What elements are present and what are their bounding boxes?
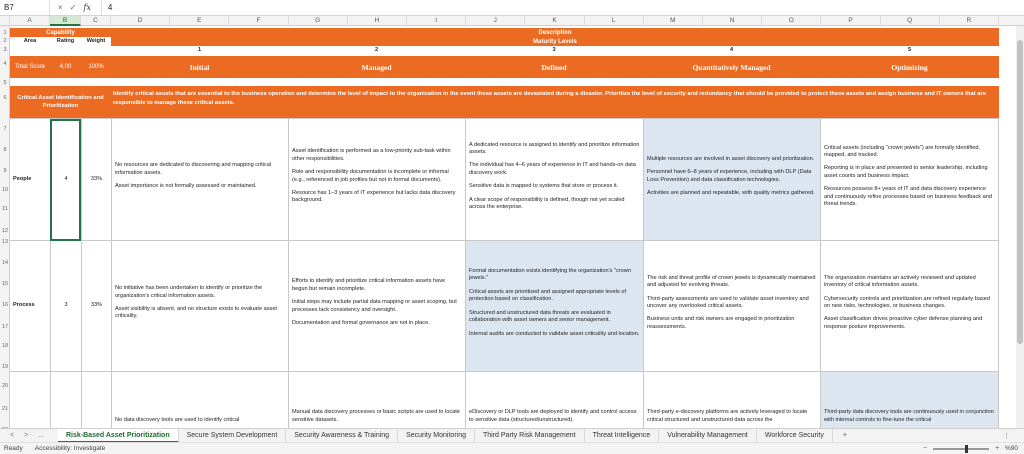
level-name-quantitatively-managed[interactable]: Quantitatively Managed <box>643 56 820 78</box>
capability-header[interactable]: Capability <box>10 28 111 37</box>
status-bar <box>0 442 1024 454</box>
maturity-description-cell[interactable] <box>289 241 465 371</box>
description-paragraph: eDiscovery or DLP tools are deployed to identify and control access to sensitive data (structured/unstructured). <box>469 409 637 423</box>
zoom-level[interactable]: %90 <box>1004 445 1018 452</box>
row-header[interactable]: 13 <box>1 239 9 246</box>
zoom-out-icon[interactable]: − <box>923 445 928 452</box>
maturity-description-cell[interactable] <box>821 119 998 240</box>
row-header[interactable]: 21 <box>1 406 9 413</box>
description-paragraph: Internal audits are conducted to validate asset criticality and location. <box>469 330 640 337</box>
maturity-description-cell[interactable] <box>644 372 820 428</box>
description-paragraph: Asset importance is not formally assessed or maintained. <box>115 183 257 190</box>
row-header[interactable]: 1 <box>3 29 7 36</box>
description-paragraph: The individual has 4–6 years of experience in IT and hands-on data discovery work. <box>469 162 636 176</box>
zoom-slider[interactable] <box>933 448 989 450</box>
maturity-description-cell[interactable] <box>289 119 465 240</box>
description-paragraph: The organization maintains an actively reviewed and updated inventory of critical information assets. <box>824 274 976 289</box>
area-cell[interactable]: Process <box>13 302 35 309</box>
row-header[interactable]: 17 <box>1 323 9 330</box>
total-score-value[interactable]: 4,00 <box>50 56 81 78</box>
column-header[interactable]: R <box>940 16 999 26</box>
active-cell-selection[interactable] <box>50 119 81 241</box>
row-header[interactable]: 5 <box>3 79 7 86</box>
maturity-description-cell[interactable] <box>821 241 998 371</box>
enter-icon[interactable]: ✓ <box>69 3 77 12</box>
description-paragraph: Initial steps may include partial data mapping or asset scoping, but processes lack consistency and oversight. <box>292 299 457 313</box>
tab-more-icon[interactable]: ... <box>38 432 45 439</box>
total-score-label[interactable]: Total Score <box>10 56 50 78</box>
weight-cell[interactable]: 33% <box>90 302 103 309</box>
description-paragraph: Critical assets (including "crown jewels") are formally identified, mapped, and tracked. <box>824 144 980 158</box>
row-headers <box>0 26 10 428</box>
column-header[interactable]: Q <box>881 16 940 26</box>
description-paragraph: Sensitive data is mapped to systems that store or process it. <box>469 183 619 190</box>
column-header[interactable]: J <box>466 16 525 26</box>
description-paragraph: Role and responsibility documentation is incomplete or informal (e.g., referenced in job profiles but not in formal documents). <box>292 169 449 183</box>
description-paragraph: Documentation and formal governance are not in place. <box>292 320 430 327</box>
description-paragraph: Third-party assessments are used to validate asset inventory and uncover any overlooked critical assets. <box>647 295 809 309</box>
description-paragraph: Reporting is in place and presented to senior leadership, including asset counts and business impact. <box>824 165 988 179</box>
description-paragraph: Third-party data discovery tools are continuously used in conjunction with internal controls to fine-tune the critical <box>824 409 994 423</box>
worksheet[interactable] <box>10 26 1016 428</box>
row-header[interactable]: 8 <box>3 146 7 153</box>
add-sheet-icon[interactable]: + <box>842 432 847 439</box>
area-cell[interactable] <box>11 372 50 428</box>
column-header[interactable]: K <box>525 16 584 26</box>
row-header[interactable]: 2 <box>3 38 7 45</box>
total-weight-value[interactable]: 100% <box>81 56 111 78</box>
description-paragraph: Resource has 1–3 years of IT experience but lacks data discovery background. <box>292 189 456 204</box>
description-paragraph: A dedicated resource is assigned to identify and prioritize information assets. <box>469 141 640 155</box>
row-header[interactable]: 11 <box>2 206 8 213</box>
row-header[interactable]: 10 <box>1 187 9 194</box>
column-header[interactable]: G <box>289 16 348 26</box>
level-number[interactable]: 2 <box>374 47 379 54</box>
description-paragraph: Asset visibility is absent, and no structure exists to evaluate asset criticality. <box>115 306 277 320</box>
function-icon[interactable]: fx <box>83 3 91 12</box>
maturity-description-cell[interactable] <box>466 119 643 240</box>
section-description[interactable]: Identify critical assets that are essential to the business operation and determine the level of impact to the organization in the event these assets are devastated during a disaster. Prioritize the level of security and redundancy that should be provided to protect these assets and assign business and IT owners that are responsible to manage these critical assets. <box>111 86 999 118</box>
sheet-tab[interactable]: Workforce Security <box>757 429 833 443</box>
level-number[interactable]: 4 <box>729 47 734 54</box>
row-header[interactable]: 16 <box>1 302 9 309</box>
description-paragraph: Business units and risk owners are engaged in prioritization reassessments. <box>647 316 795 330</box>
column-header[interactable]: B <box>50 16 81 26</box>
description-paragraph: Formal documentation exists identifying the organization's "crown jewels." <box>469 268 631 282</box>
level-name-optimizing[interactable]: Optimizing <box>820 56 999 78</box>
description-paragraph: Cybersecurity controls and prioritization are refined regularly based on new risks, technologies, or business changes. <box>824 295 991 309</box>
rating-cell[interactable]: 4 <box>64 175 68 182</box>
maturity-description-cell[interactable] <box>112 372 288 428</box>
description-paragraph: The risk and threat profile of crown jewels is dynamically maintained and adjusted for evolving threats. <box>647 274 816 289</box>
more-options-icon[interactable]: ⋮ <box>1003 432 1010 440</box>
accessibility-status[interactable]: Accessibility: Investigate <box>34 445 106 452</box>
weight-cell[interactable]: 33% <box>90 175 103 182</box>
column-header[interactable]: D <box>111 16 170 26</box>
formula-input[interactable]: 4 <box>107 3 113 12</box>
row-header[interactable]: 9 <box>3 168 7 175</box>
name-box[interactable]: B7 <box>0 1 50 15</box>
maturity-description-cell[interactable] <box>466 241 643 371</box>
row-header[interactable]: 18 <box>1 342 9 349</box>
level-number[interactable]: 1 <box>197 47 202 54</box>
rating-header[interactable]: Rating <box>56 37 75 44</box>
sheet-tab[interactable]: Third Party Risk Management <box>475 429 585 443</box>
column-header[interactable]: A <box>10 16 50 26</box>
scrollbar-thumb[interactable] <box>1017 40 1023 344</box>
maturity-levels-header[interactable]: Maturity Levels <box>111 37 999 46</box>
row-header[interactable]: 20 <box>1 383 9 390</box>
column-headers <box>0 16 1024 26</box>
weight-cell[interactable] <box>82 372 111 428</box>
section-title[interactable]: Critical Asset Identification and Prioritization <box>10 86 111 118</box>
description-paragraph: Structured and unstructured data threats are evaluated in collaboration with asset owners and senior management. <box>469 309 611 324</box>
sheet-tab[interactable]: Security Awareness & Training <box>286 429 398 443</box>
description-paragraph: Activities are planned and repeatable, with quality metrics gathered. <box>647 189 815 196</box>
row-header[interactable]: 19 <box>1 363 9 370</box>
status-ready: Ready <box>4 445 23 452</box>
description-paragraph: Asset classification drives proactive cyber defense planning and response posture improvements. <box>824 316 983 330</box>
description-paragraph: Efforts to identify and prioritize critical information assets have begun but remain incomplete. <box>292 278 446 292</box>
zoom-control[interactable] <box>923 445 1018 452</box>
description-paragraph: A clear scope of responsibility is defined, though not yet scaled across the enterprise. <box>469 196 625 211</box>
column-header[interactable]: P <box>821 16 880 26</box>
column-header[interactable]: I <box>407 16 466 26</box>
row-header[interactable]: 7 <box>3 125 7 132</box>
sheet-tab[interactable]: Secure System Development <box>179 429 287 443</box>
description-paragraph: No data discovery tools are used to identify critical <box>115 416 240 423</box>
description-paragraph: No resources are dedicated to discovering and mapping critical information assets. <box>115 162 272 176</box>
level-number[interactable]: 5 <box>907 47 912 54</box>
weight-header[interactable]: Weight <box>86 37 106 44</box>
maturity-description-cell[interactable] <box>644 241 820 371</box>
column-header[interactable]: C <box>81 16 111 26</box>
level-name-defined[interactable]: Defined <box>465 56 643 78</box>
maturity-description-cell[interactable] <box>289 372 465 428</box>
area-cell[interactable]: People <box>13 175 32 182</box>
zoom-slider-knob[interactable] <box>965 445 968 453</box>
description-header[interactable]: Description <box>111 28 999 37</box>
level-number[interactable]: 3 <box>552 47 556 54</box>
rating-cell[interactable] <box>51 372 81 428</box>
row-header[interactable]: 4 <box>3 60 7 67</box>
column-header[interactable]: E <box>170 16 229 26</box>
sheet-tab[interactable]: Risk-Based Asset Prioritization <box>58 429 179 443</box>
row-header[interactable]: 14 <box>1 260 9 267</box>
column-header[interactable]: M <box>644 16 703 26</box>
description-paragraph: Personnel have 6–8 years of experience, including with DLP (Data Loss Prevention) and data classification technologies. <box>647 169 812 183</box>
maturity-description-cell[interactable] <box>466 372 643 428</box>
row-header[interactable]: 3 <box>3 47 7 54</box>
description-paragraph: Critical assets are prioritized and assigned appropriate levels of protection based on classification. <box>469 288 627 303</box>
rating-cell[interactable]: 3 <box>64 302 68 309</box>
description-paragraph: No initiative has been undertaken to identify or prioritize the organization's critical information assets. <box>115 285 263 299</box>
row-header[interactable]: 6 <box>3 95 7 102</box>
description-paragraph: Manual data discovery processes or basic scripts are used to locate sensitive datasets. <box>292 409 460 423</box>
sheet-tab[interactable]: Threat Intelligence <box>585 429 660 443</box>
level-name-initial[interactable]: Initial <box>111 56 288 78</box>
tab-next-icon[interactable]: > <box>24 432 29 439</box>
tab-prev-icon[interactable]: < <box>10 432 15 439</box>
column-header[interactable]: N <box>703 16 762 26</box>
description-paragraph: Third-party e-discovery platforms are actively leveraged to locate critical structured and unstructured data across the <box>647 409 808 423</box>
zoom-in-icon[interactable]: + <box>995 445 999 452</box>
formula-bar <box>0 0 1024 16</box>
cancel-icon[interactable]: × <box>58 3 63 12</box>
row-header[interactable]: 12 <box>1 227 9 234</box>
maturity-description-cell[interactable] <box>821 372 998 428</box>
column-header[interactable]: F <box>229 16 288 26</box>
description-paragraph: Asset identification is performed as a low-priority sub-task within other responsibilities. <box>292 148 451 162</box>
sheet-tabs <box>0 428 1024 442</box>
column-header[interactable]: L <box>585 16 644 26</box>
sheet-tab[interactable]: Security Monitoring <box>398 429 475 443</box>
vertical-scrollbar[interactable] <box>1016 26 1024 428</box>
sheet-tab[interactable]: Vulnerability Management <box>659 429 757 443</box>
row-header[interactable]: 15 <box>1 281 9 288</box>
column-header[interactable]: O <box>762 16 821 26</box>
maturity-description-cell[interactable] <box>112 241 288 371</box>
column-header[interactable]: H <box>348 16 407 26</box>
area-header[interactable]: Area <box>23 37 37 44</box>
description-paragraph: Resources possess 8+ years of IT and data discovery experience and continuously refine processes based on business feedback and threat trends. <box>824 186 992 208</box>
level-name-managed[interactable]: Managed <box>288 56 465 78</box>
maturity-description-cell[interactable] <box>644 119 820 240</box>
maturity-description-cell[interactable] <box>112 119 288 240</box>
description-paragraph: Multiple resources are involved in asset discovery and prioritization. <box>647 155 815 162</box>
